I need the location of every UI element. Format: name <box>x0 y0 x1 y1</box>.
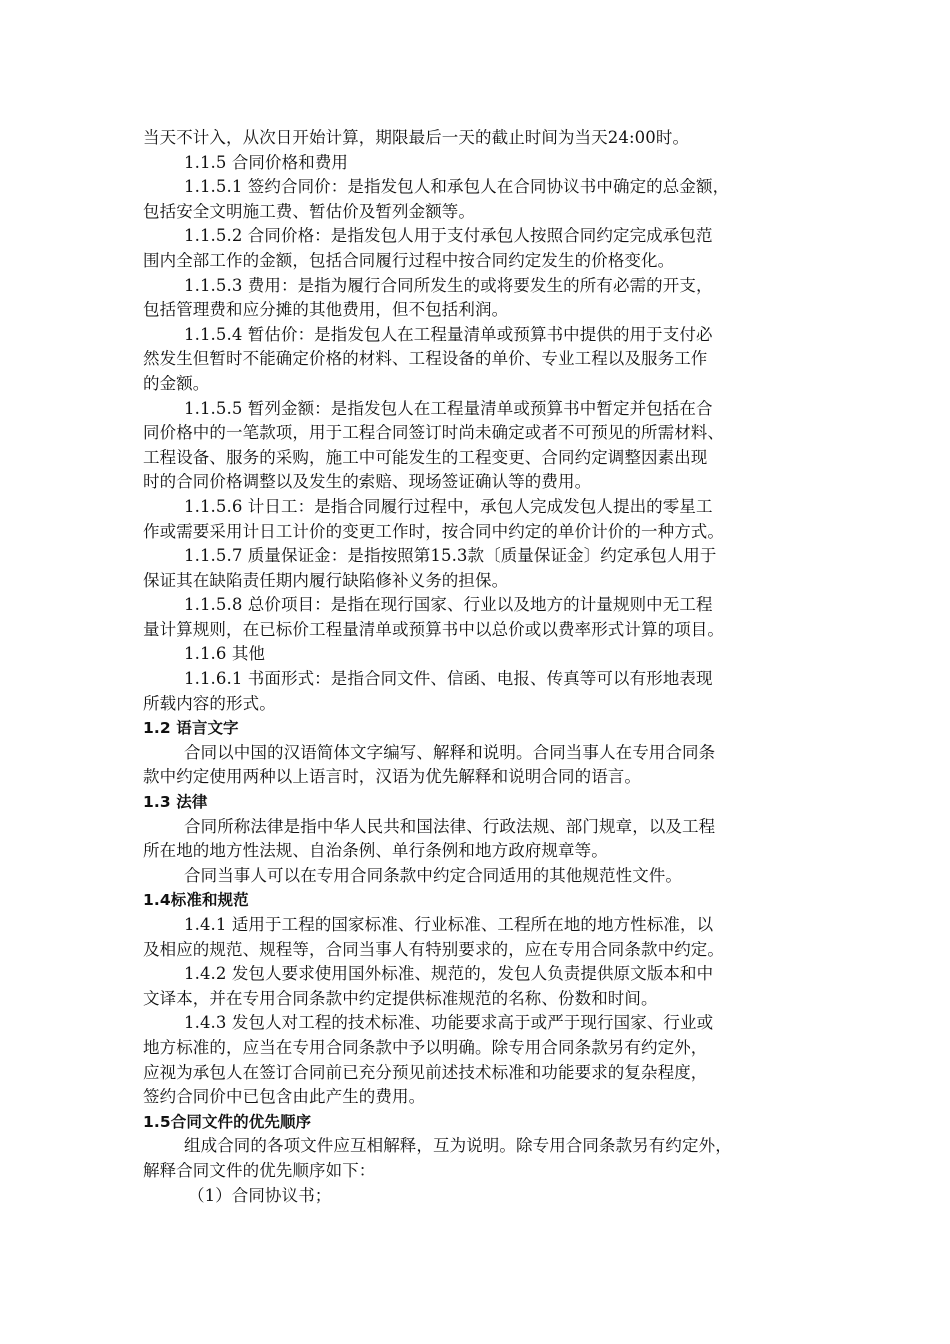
paragraph <box>143 815 808 864</box>
text-line: 解释合同文件的优先顺序如下： <box>143 1160 376 1180</box>
paragraph <box>143 667 808 716</box>
text-line: 1.1.5.2 合同价格：是指发包人用于支付承包人按照合同约定完成承包范 <box>184 226 713 246</box>
text-line: 及相应的规范、规程等，合同当事人有特别要求的，应在专用合同条款中约定。 <box>143 939 724 959</box>
text-line: 地方标准的，应当在专用合同条款中予以明确。除专用合同条款另有约定外， <box>143 1037 708 1057</box>
text-line: 同价格中的一笔款项，用于工程合同签订时尚未确定或者不可预见的所需材料、 <box>143 423 724 443</box>
text-line: 文译本，并在专用合同条款中约定提供标准规范的名称、份数和时间。 <box>143 988 658 1008</box>
text-line: 1.5合同文件的优先顺序 <box>143 1112 312 1131</box>
paragraph <box>143 126 808 151</box>
text-line: 应视为承包人在签订合同前已充分预见前述技术标准和功能要求的复杂程度， <box>143 1062 708 1082</box>
text-line: 1.4.1 适用于工程的国家标准、行业标准、工程所在地的地方性标准，以 <box>184 915 714 934</box>
text-line: 所载内容的形式。 <box>143 693 276 713</box>
document-body <box>143 126 808 1208</box>
text-line: 1.1.6.1 书面形式：是指合同文件、信函、电报、传真等可以有形地表现 <box>184 669 713 689</box>
paragraph <box>143 175 808 224</box>
paragraph <box>143 323 808 397</box>
paragraph <box>143 224 808 273</box>
paragraph <box>143 274 808 323</box>
text-line: 保证其在缺陷责任期内履行缺陷修补义务的担保。 <box>143 570 509 590</box>
text-line: 时的合同价格调整以及发生的索赔、现场签证确认等的费用。 <box>143 472 592 492</box>
paragraph <box>143 741 808 790</box>
paragraph <box>143 495 808 544</box>
section-heading <box>143 716 808 741</box>
text-line: 1.4.2 发包人要求使用国外标准、规范的，发包人负责提供原文版本和中 <box>184 964 714 984</box>
text-line: 1.2 语言文字 <box>143 719 239 738</box>
paragraph <box>143 1134 808 1183</box>
text-line: 款中约定使用两种以上语言时，汉语为优先解释和说明合同的语言。 <box>143 767 641 787</box>
paragraph <box>143 397 808 495</box>
text-line: 围内全部工作的金额，包括合同履行过程中按合同约定发生的价格变化。 <box>143 250 675 270</box>
text-line: 合同所称法律是指中华人民共和国法律、行政法规、部门规章，以及工程 <box>184 816 716 836</box>
text-line: 1.1.5.5 暂列金额：是指发包人在工程量清单或预算书中暂定并包括在合 <box>184 398 713 418</box>
text-line: 1.1.5.6 计日工：是指合同履行过程中，承包人完成发包人提出的零星工 <box>184 496 713 516</box>
text-line: 1.1.5.3 费用：是指为履行合同所发生的或将要发生的所有必需的开支， <box>184 275 713 295</box>
paragraph <box>143 544 808 593</box>
paragraph <box>143 1011 808 1109</box>
text-line: 1.3 法律 <box>143 793 208 812</box>
text-line: 1.1.6 其他 <box>184 644 266 664</box>
text-line: 1.1.5.4 暂估价：是指发包人在工程量清单或预算书中提供的用于支付必 <box>184 324 713 344</box>
text-line: 1.1.5 合同价格和费用 <box>184 152 349 172</box>
text-line: 1.1.5.1 签约合同价：是指发包人和承包人在合同协议书中确定的总金额， <box>184 177 730 197</box>
paragraph <box>143 151 808 176</box>
text-line: 然发生但暂时不能确定价格的材料、工程设备的单价、专业工程以及服务工作 <box>143 349 708 369</box>
paragraph <box>143 642 808 667</box>
paragraph <box>143 1184 808 1209</box>
text-line: 工程设备、服务的采购，施工中可能发生的工程变更、合同约定调整因素出现 <box>143 447 708 467</box>
text-line: 包括管理费和应分摊的其他费用，但不包括利润。 <box>143 300 509 320</box>
paragraph <box>143 962 808 1011</box>
text-line: 所在地的地方性法规、自治条例、单行条例和地方政府规章等。 <box>143 841 608 861</box>
section-heading <box>143 888 808 913</box>
text-line: 合同当事人可以在专用合同条款中约定合同适用的其他规范性文件。 <box>184 865 682 885</box>
paragraph <box>143 864 808 889</box>
paragraph <box>143 593 808 642</box>
text-line: （1）合同协议书； <box>188 1185 332 1205</box>
text-line: 1.4标准和规范 <box>143 891 249 910</box>
text-line: 当天不计入，从次日开始计算，期限最后一天的截止时间为当天24:00时。 <box>143 128 690 147</box>
text-line: 签约合同价中已包含由此产生的费用。 <box>143 1087 426 1107</box>
text-line: 1.1.5.8 总价项目：是指在现行国家、行业以及地方的计量规则中无工程 <box>184 595 713 615</box>
text-line: 包括安全文明施工费、暂估价及暂列金额等。 <box>143 201 475 221</box>
section-heading <box>143 1110 808 1135</box>
paragraph <box>143 913 808 962</box>
section-heading <box>143 790 808 815</box>
text-line: 作或需要采用计日工计价的变更工作时，按合同中约定的单价计价的一种方式。 <box>143 521 724 541</box>
text-line: 的金额。 <box>143 373 210 393</box>
text-line: 合同以中国的汉语简体文字编写、解释和说明。合同当事人在专用合同条 <box>184 742 716 762</box>
text-line: 量计算规则，在已标价工程量清单或预算书中以总价或以费率形式计算的项目。 <box>143 619 724 639</box>
text-line: 1.4.3 发包人对工程的技术标准、功能要求高于或严于现行国家、行业或 <box>184 1013 714 1033</box>
text-line: 组成合同的各项文件应互相解释，互为说明。除专用合同条款另有约定外， <box>184 1136 732 1156</box>
text-line: 1.1.5.7 质量保证金：是指按照第15.3款〔质量保证金〕约定承包人用于 <box>184 546 717 566</box>
